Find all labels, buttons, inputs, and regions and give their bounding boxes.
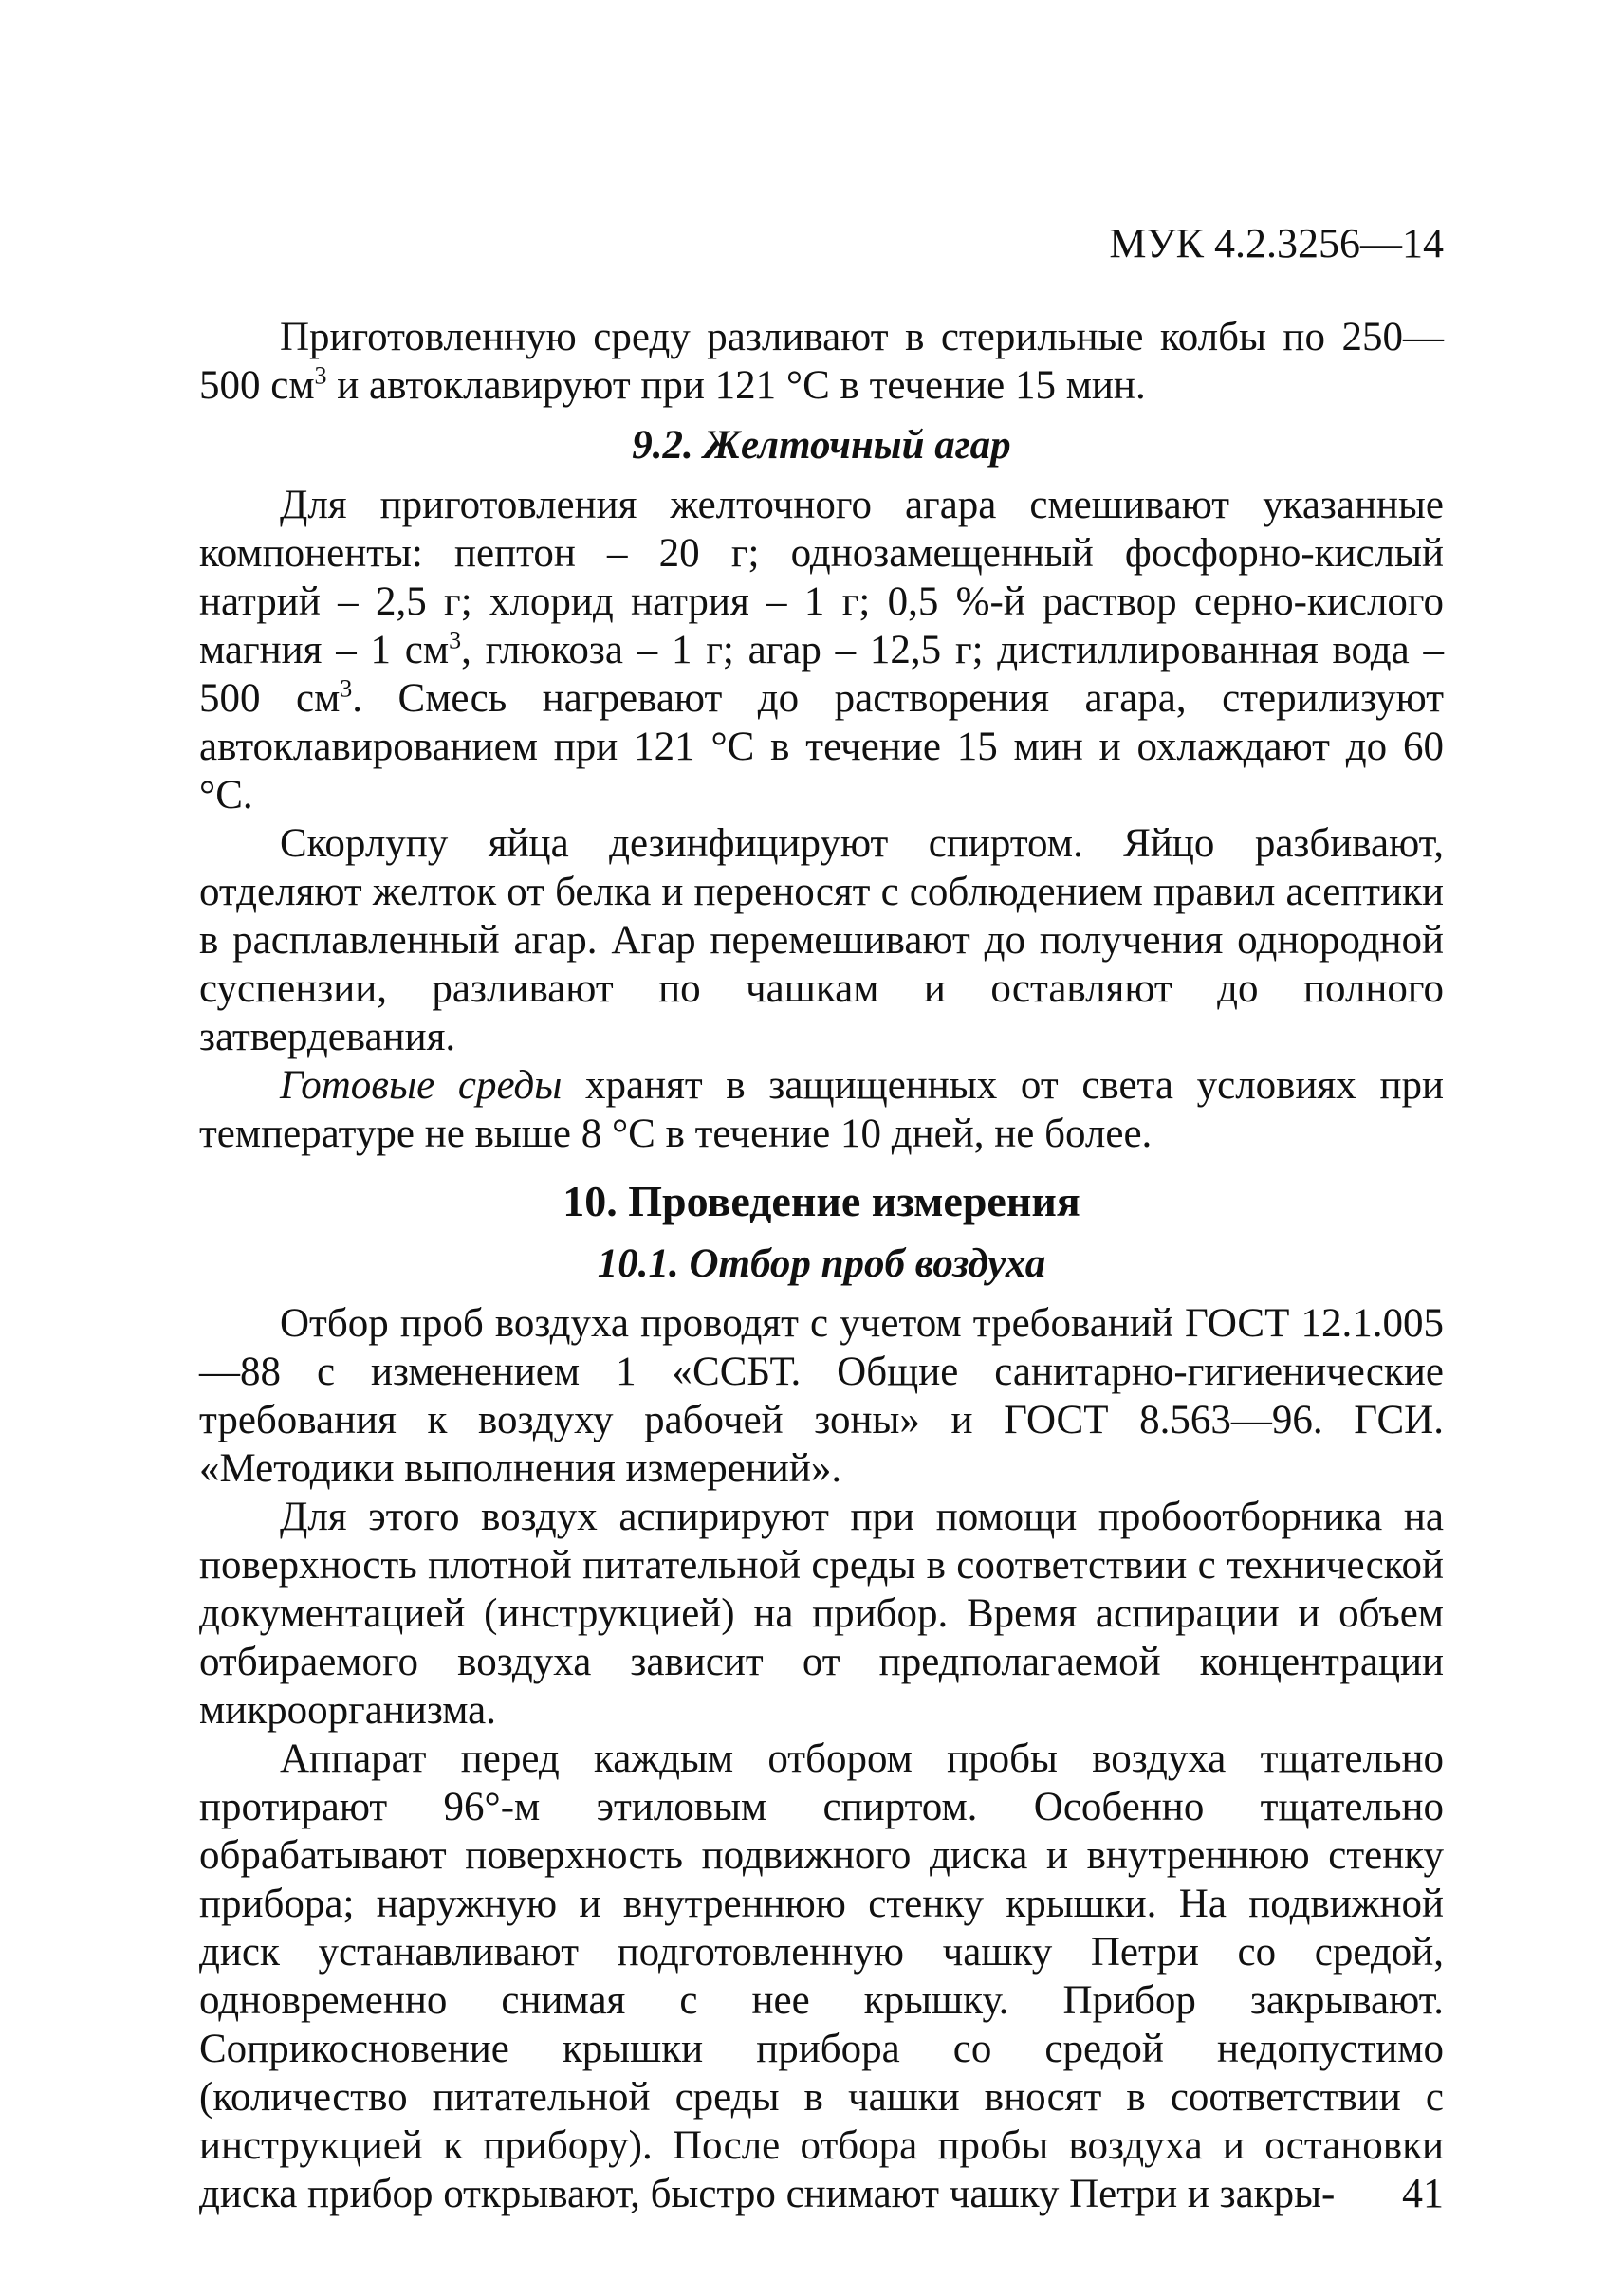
italic-term: Готовые среды xyxy=(280,1063,563,1108)
paragraph-9-2-egg: Скорлупу яйца дезинфицируют спиртом. Яйцо разбивают, отделяют желток от белка и переносят с соблюдением правил асептики в расплавленный агар. Агар перемешивают до получения однородной суспензии, разливают по чашкам и оставляют до полного затвердевания. xyxy=(199,821,1444,1059)
page-number: 41 xyxy=(1402,2170,1444,2216)
intro-text-part: и автоклавируют при 121 °С в течение 15 мин. xyxy=(326,363,1146,408)
superscript: 3 xyxy=(314,361,327,390)
document-body xyxy=(199,313,1444,2218)
paragraph-10-1-aspiration: Для этого воздух аспирируют при помощи пробоотборника на поверхность плотной питательной среды в соответствии с технической документацией (инструкцией) на прибор. Время аспирации и объем отбираемого воздуха зависит от предполагаемой концентрации микроорганизма. xyxy=(199,1495,1444,1733)
intro-text-part: Приготовленную среду разливают в стерильные колбы по 250—500 см xyxy=(199,315,1444,408)
intro-paragraph xyxy=(199,313,1444,410)
subsection-title-10-1: 10.1. Отбор проб воздуха xyxy=(597,1241,1046,1286)
text-part: . Смесь нагревают до растворения агара, стерилизуют автоклавированием при 121 °С в течение 15 мин и охлаждают до 60 °С. xyxy=(199,676,1444,817)
paragraph-9-2-composition xyxy=(199,481,1444,819)
paragraph-9-2-storage xyxy=(199,1061,1444,1158)
document-page xyxy=(199,220,1444,2216)
document-code-header: МУК 4.2.3256—14 xyxy=(1109,220,1444,266)
superscript: 3 xyxy=(340,674,353,703)
paragraph-10-1-procedure: Аппарат перед каждым отбором пробы воздуха тщательно протирают 96°-м этиловым спиртом. Особенно тщательно обрабатывают поверхность подвижного диска и внутреннюю стенку прибора; наружную и внутреннюю стенку крышки. На подвижной диск устанавливают подготовленную чашку Петри со средой, одновременно снимая с нее крышку. Прибор закрывают. Соприкосновение крышки прибора со средой недопустимо (количество питательной среды в чашки вносят в соответствии с инструкцией к прибору). После отбора пробы воздуха и остановки диска прибор открывают, быстро снимают чашку Петри и закры- xyxy=(199,1736,1444,2216)
section-title-10: 10. Проведение измерения xyxy=(563,1177,1080,1225)
text-part: Для приготовления желточного агара смешивают указанные компоненты: пептон – 20 г; однозамещенный фосфорно-кислый натрий – 2,5 г; хлорид натрия – 1 г; 0,5 %-й раствор серно-кислого магния – 1 см xyxy=(199,483,1444,672)
text-part: , глюкоза – 1 г; агар – 12,5 г; дистиллированная вода – 500 см xyxy=(199,628,1444,721)
subsection-title-9-2: 9.2. Желточный агар xyxy=(632,423,1011,468)
paragraph-10-1-gost: Отбор проб воздуха проводят с учетом требований ГОСТ 12.1.005—88 с изменением 1 «ССБТ. Общие санитарно-гигиенические требования к воздуху рабочей зоны» и ГОСТ 8.563—96. ГСИ. «Методики выполнения измерений». xyxy=(199,1301,1444,1491)
superscript: 3 xyxy=(449,626,462,654)
text-part: хранят в защищенных от света условиях при температуре не выше 8 °С в течение 10 дней, не более. xyxy=(199,1063,1444,1156)
